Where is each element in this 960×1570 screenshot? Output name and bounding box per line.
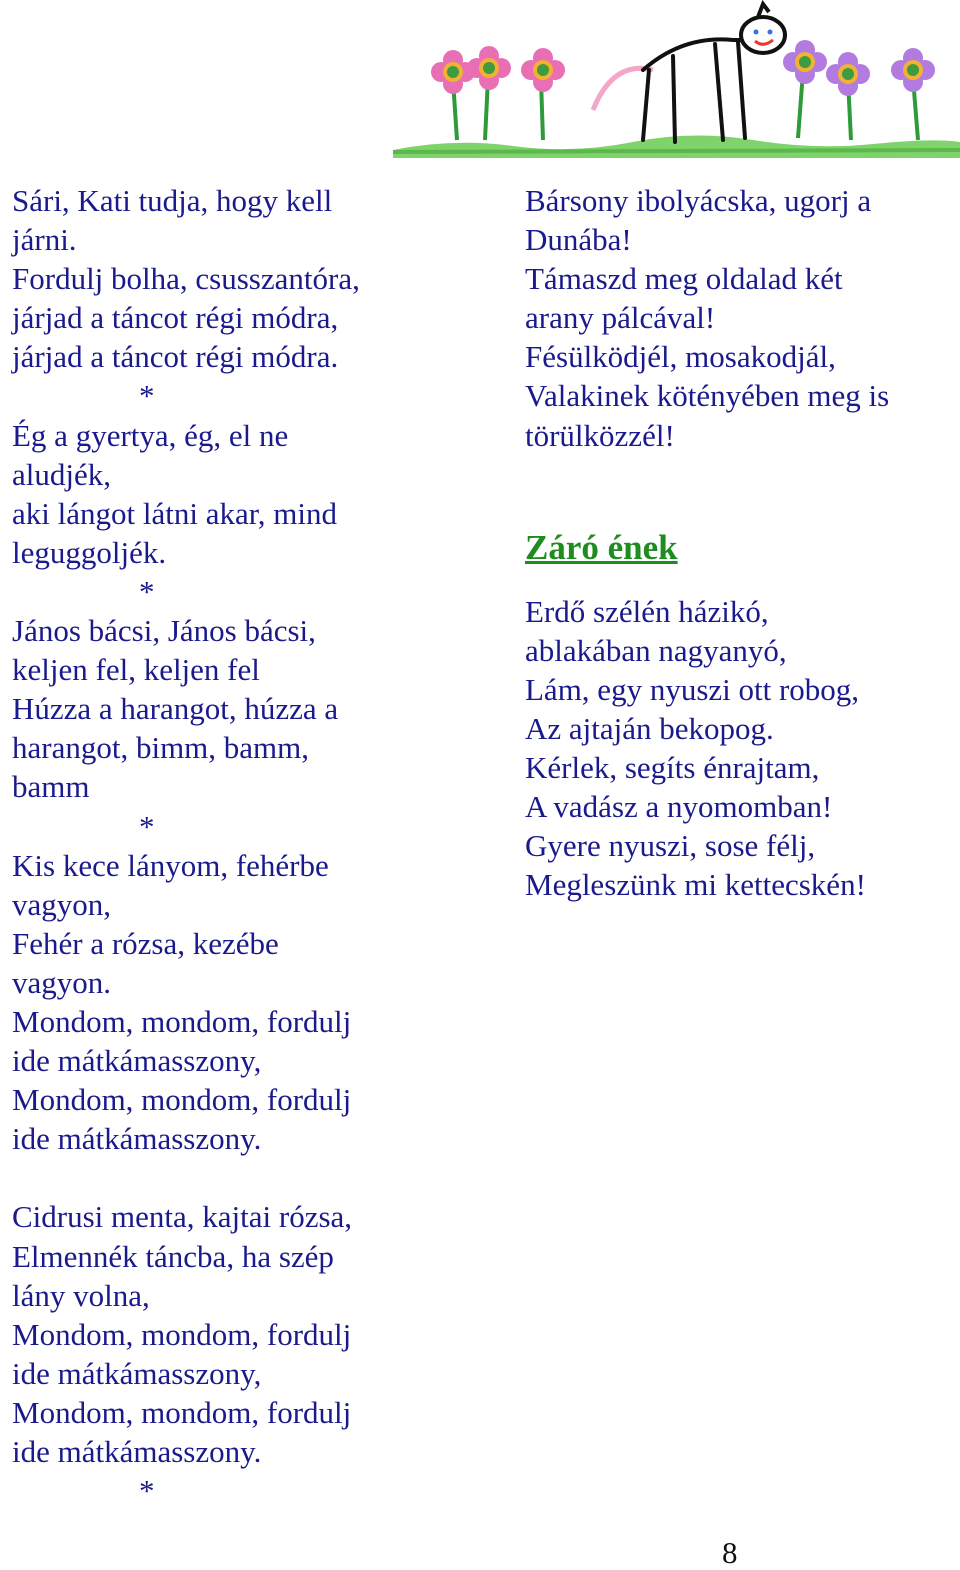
verse-line: Mondom, mondom, fordulj xyxy=(12,1082,352,1118)
verse-line: Erdő szélén házikó, xyxy=(525,593,769,629)
verse-line: bamm xyxy=(12,769,90,805)
verse-line: Mondom, mondom, fordulj xyxy=(12,1003,352,1039)
verse-line: járjad a táncot régi módra, xyxy=(12,300,339,336)
child-drawing-flowers-figure-icon xyxy=(393,0,960,158)
song-janos-bacsi xyxy=(12,611,412,806)
verse-line: lány volna, xyxy=(12,1277,150,1313)
verse-line: Kérlek, segíts énrajtam, xyxy=(525,750,820,786)
song-erdo-szelen xyxy=(525,592,955,905)
verse-line: Gyere nyuszi, sose félj, xyxy=(525,828,816,864)
verse-line: járni. xyxy=(12,222,77,258)
verse-line: Cidrusi menta, kajtai rózsa, xyxy=(12,1199,353,1235)
song-sari-kati xyxy=(12,181,412,376)
separator-asterisk: * xyxy=(139,573,155,609)
verse-line: arany pálcával! xyxy=(525,300,716,336)
verse-line: Lám, egy nyuszi ott robog, xyxy=(525,671,860,707)
verse-line: Fordulj bolha, csusszantóra, xyxy=(12,261,360,297)
verse-line: ide mátkámasszony. xyxy=(12,1434,262,1469)
verse-line: Valakinek kötényében meg is xyxy=(525,378,890,414)
song-cidrusi-menta xyxy=(12,1197,412,1471)
verse-line: Mondom, mondom, fordulj xyxy=(12,1394,352,1430)
verse-line: Dunába! xyxy=(525,222,632,258)
right-column xyxy=(525,181,955,904)
verse-line: Fésülködjél, mosakodjál, xyxy=(525,339,836,375)
section-heading-zaro-enek: Záró ének xyxy=(525,527,678,567)
song-kis-kece-lanyom xyxy=(12,846,412,1159)
verse-line: ide mátkámasszony, xyxy=(12,1043,262,1079)
verse-line: Mondom, mondom, fordulj xyxy=(12,1316,352,1352)
separator-asterisk: * xyxy=(139,808,155,844)
verse-line: keljen fel, keljen fel xyxy=(12,652,260,688)
verse-line: A vadász a nyomomban! xyxy=(525,789,833,825)
verse-line: ide mátkámasszony, xyxy=(12,1355,262,1391)
song-barsony-ibolyacska xyxy=(525,181,955,455)
verse-line: aki lángot látni akar, mind xyxy=(12,495,338,531)
verse-line: Megleszünk mi kettecskén! xyxy=(525,867,866,903)
verse-line: harangot, bimm, bamm, xyxy=(12,730,310,766)
separator-asterisk: * xyxy=(139,1473,155,1509)
verse-line: Húzza a harangot, húzza a xyxy=(12,691,339,727)
verse-line: Elmennék táncba, ha szép xyxy=(12,1238,334,1274)
verse-line: Az ajtaján bekopog. xyxy=(525,710,774,746)
verse-line: ablakában nagyanyó, xyxy=(525,632,787,668)
verse-line: Ég a gyertya, ég, el ne xyxy=(12,417,289,453)
verse-line: törülközzél! xyxy=(525,417,675,453)
verse-line: leguggoljék. xyxy=(12,534,167,570)
verse-line: Támaszd meg oldalad két xyxy=(525,261,843,297)
verse-line: Sári, Kati tudja, hogy kell xyxy=(12,183,333,218)
verse-line: vagyon, xyxy=(12,886,112,922)
verse-line: Bársony ibolyácska, ugorj a xyxy=(525,183,872,218)
verse-line: János bácsi, János bácsi, xyxy=(12,613,316,649)
verse-line: járjad a táncot régi módra. xyxy=(12,339,339,375)
left-column xyxy=(12,181,412,1510)
separator-asterisk: * xyxy=(139,378,155,414)
verse-line: vagyon. xyxy=(12,964,112,1000)
verse-line: aludjék, xyxy=(12,456,111,492)
verse-line: ide mátkámasszony. xyxy=(12,1121,262,1157)
page-number: 8 xyxy=(722,1535,738,1570)
verse-line: Fehér a rózsa, kezébe xyxy=(12,925,279,961)
song-eg-a-gyertya xyxy=(12,416,412,572)
verse-line: Kis kece lányom, fehérbe xyxy=(12,847,329,883)
